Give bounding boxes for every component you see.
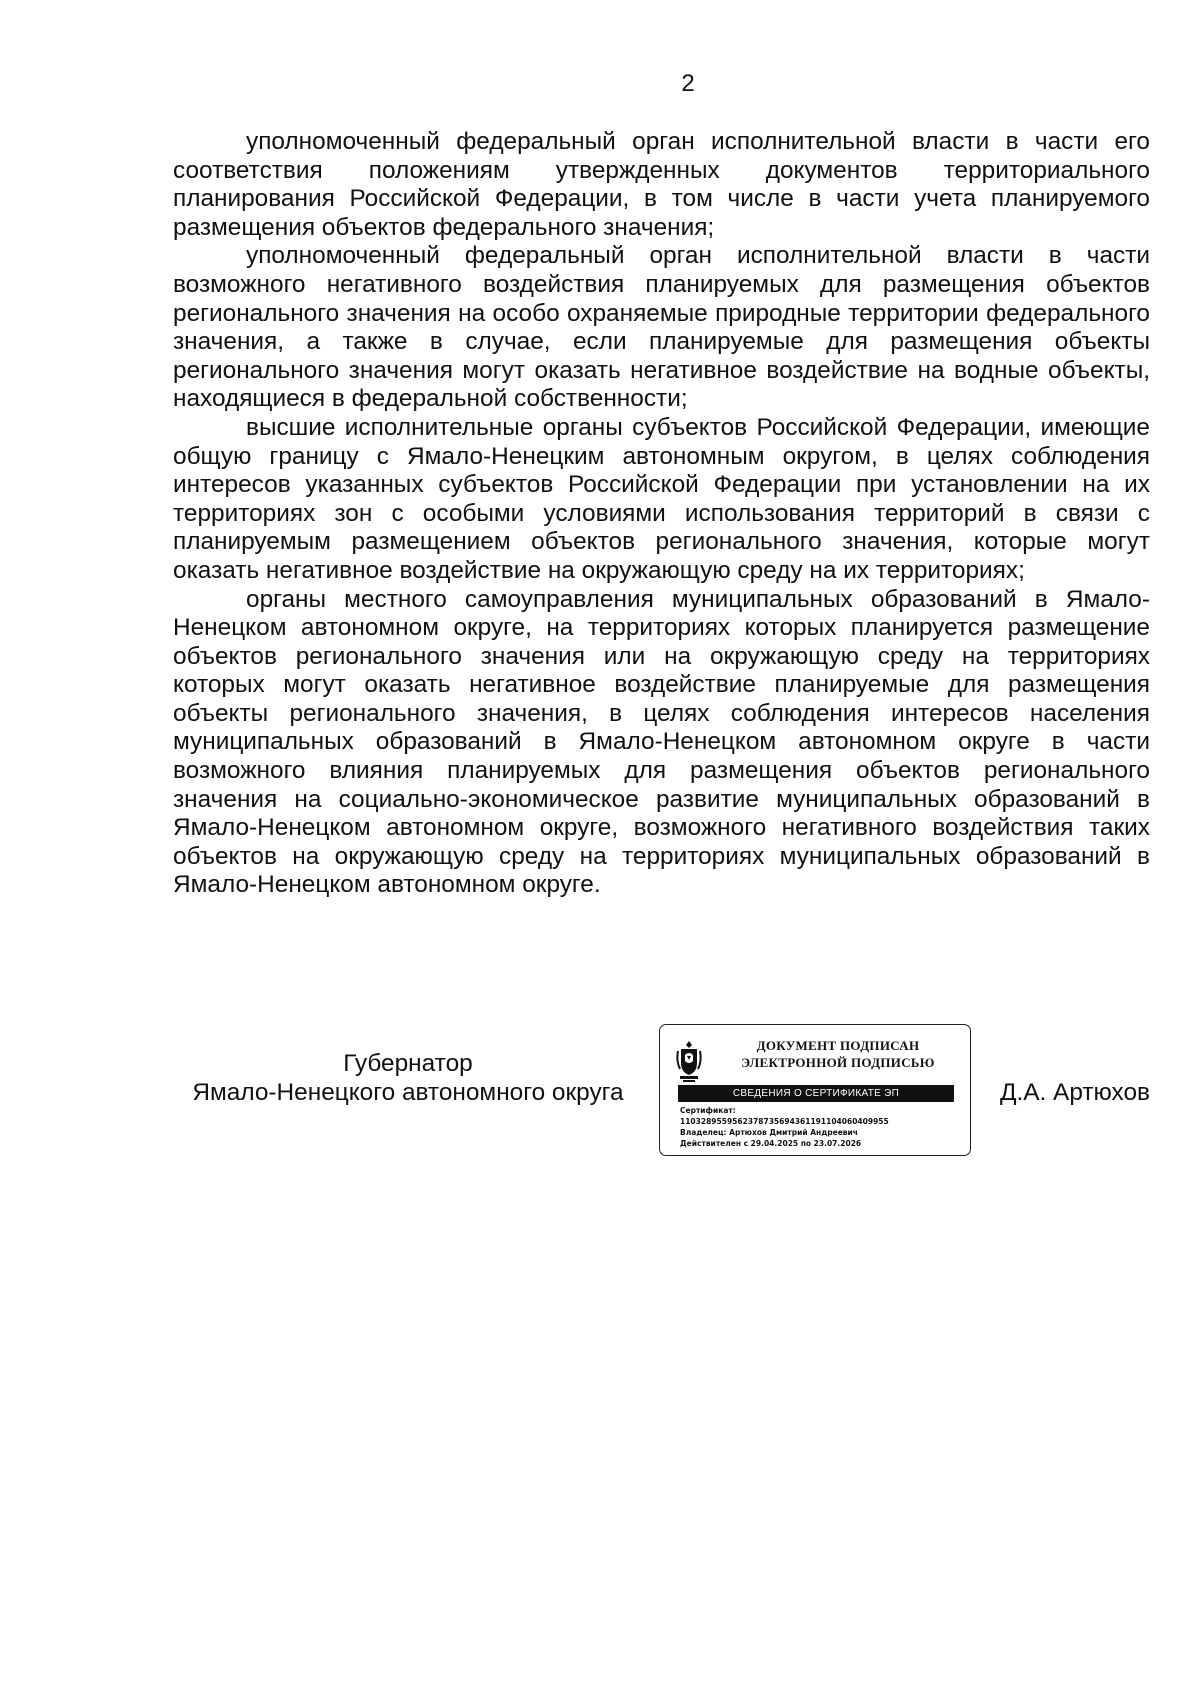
- certificate-info-bar: СВЕДЕНИЯ О СЕРТИФИКАТЕ ЭП: [678, 1085, 954, 1102]
- signatory-region: Ямало-Ненецкого автономного округа: [192, 1078, 624, 1106]
- paragraph: высшие исполнительные органы субъектов Российской Федерации, имеющие общую границу с Ямало-Ненецким автономным округом, в целях соблюдения интересов указанных субъектов Российской Федерации при установлении на их территориях зон с особыми условиями использования территорий в связи с планируемым размещением объектов регионального значения, которые могут оказать негативное воздействие на окружающую среду на их территориях;: [173, 413, 1150, 584]
- signatory-position: Губернатор: [343, 1050, 473, 1077]
- coat-of-arms-icon: [674, 1039, 704, 1083]
- page-number: 2: [681, 70, 695, 97]
- paragraph: уполномоченный федеральный орган исполнительной власти в части его соответствия положениям утвержденных документов территориального планирования Российской Федерации, в том числе в части учета планируемого размещения объектов федерального значения;: [173, 128, 1150, 241]
- signatory-title: [173, 1050, 643, 1107]
- certificate-label: Сертификат:: [680, 1106, 736, 1115]
- paragraph: органы местного самоуправления муниципальных образований в Ямало-Ненецком автономном округе, на территориях которых планируется размещение объектов регионального значения или на окружающую среду на территориях которых могут оказать негативное воздействие планируемые для размещения объекты регионального значения, в целях соблюдения интересов населения муниципальных образований в Ямало-Ненецком автономном округе в части возможного влияния планируемых для размещения объектов регионального значения на социально-экономическое развитие муниципальных образований в Ямало-Ненецком автономном округе, возможного негативного воздействия таких объектов на окружающую среду на территориях муниципальных образований в Ямало-Ненецком автономном округе.: [173, 585, 1150, 899]
- paragraph: уполномоченный федеральный орган исполнительной власти в части возможного негативного воздействия планируемых для размещения объектов регионального значения на особо охраняемые природные территории федерального значения, а также в случае, если планируемые для размещения объекты регионального значения могут оказать негативное воздействие на водные объекты, находящиеся в федеральной собственности;: [173, 242, 1150, 413]
- certificate-details: [680, 1105, 960, 1149]
- signatory-name: Д.А. Артюхов: [999, 1078, 1150, 1106]
- document-body: [173, 128, 1150, 900]
- signature-block: [173, 1038, 1150, 1190]
- electronic-signature-stamp: [659, 1024, 971, 1156]
- certificate-validity: Действителен с 29.04.2025 по 23.07.2026: [680, 1139, 862, 1148]
- certificate-owner: Владелец: Артюхов Дмитрий Андреевич: [680, 1128, 858, 1137]
- certificate-number: 1103289559562378735694361191104060409955: [680, 1117, 889, 1126]
- stamp-heading: ДОКУМЕНТ ПОДПИСАН ЭЛЕКТРОННОЙ ПОДПИСЬЮ: [741, 1038, 935, 1070]
